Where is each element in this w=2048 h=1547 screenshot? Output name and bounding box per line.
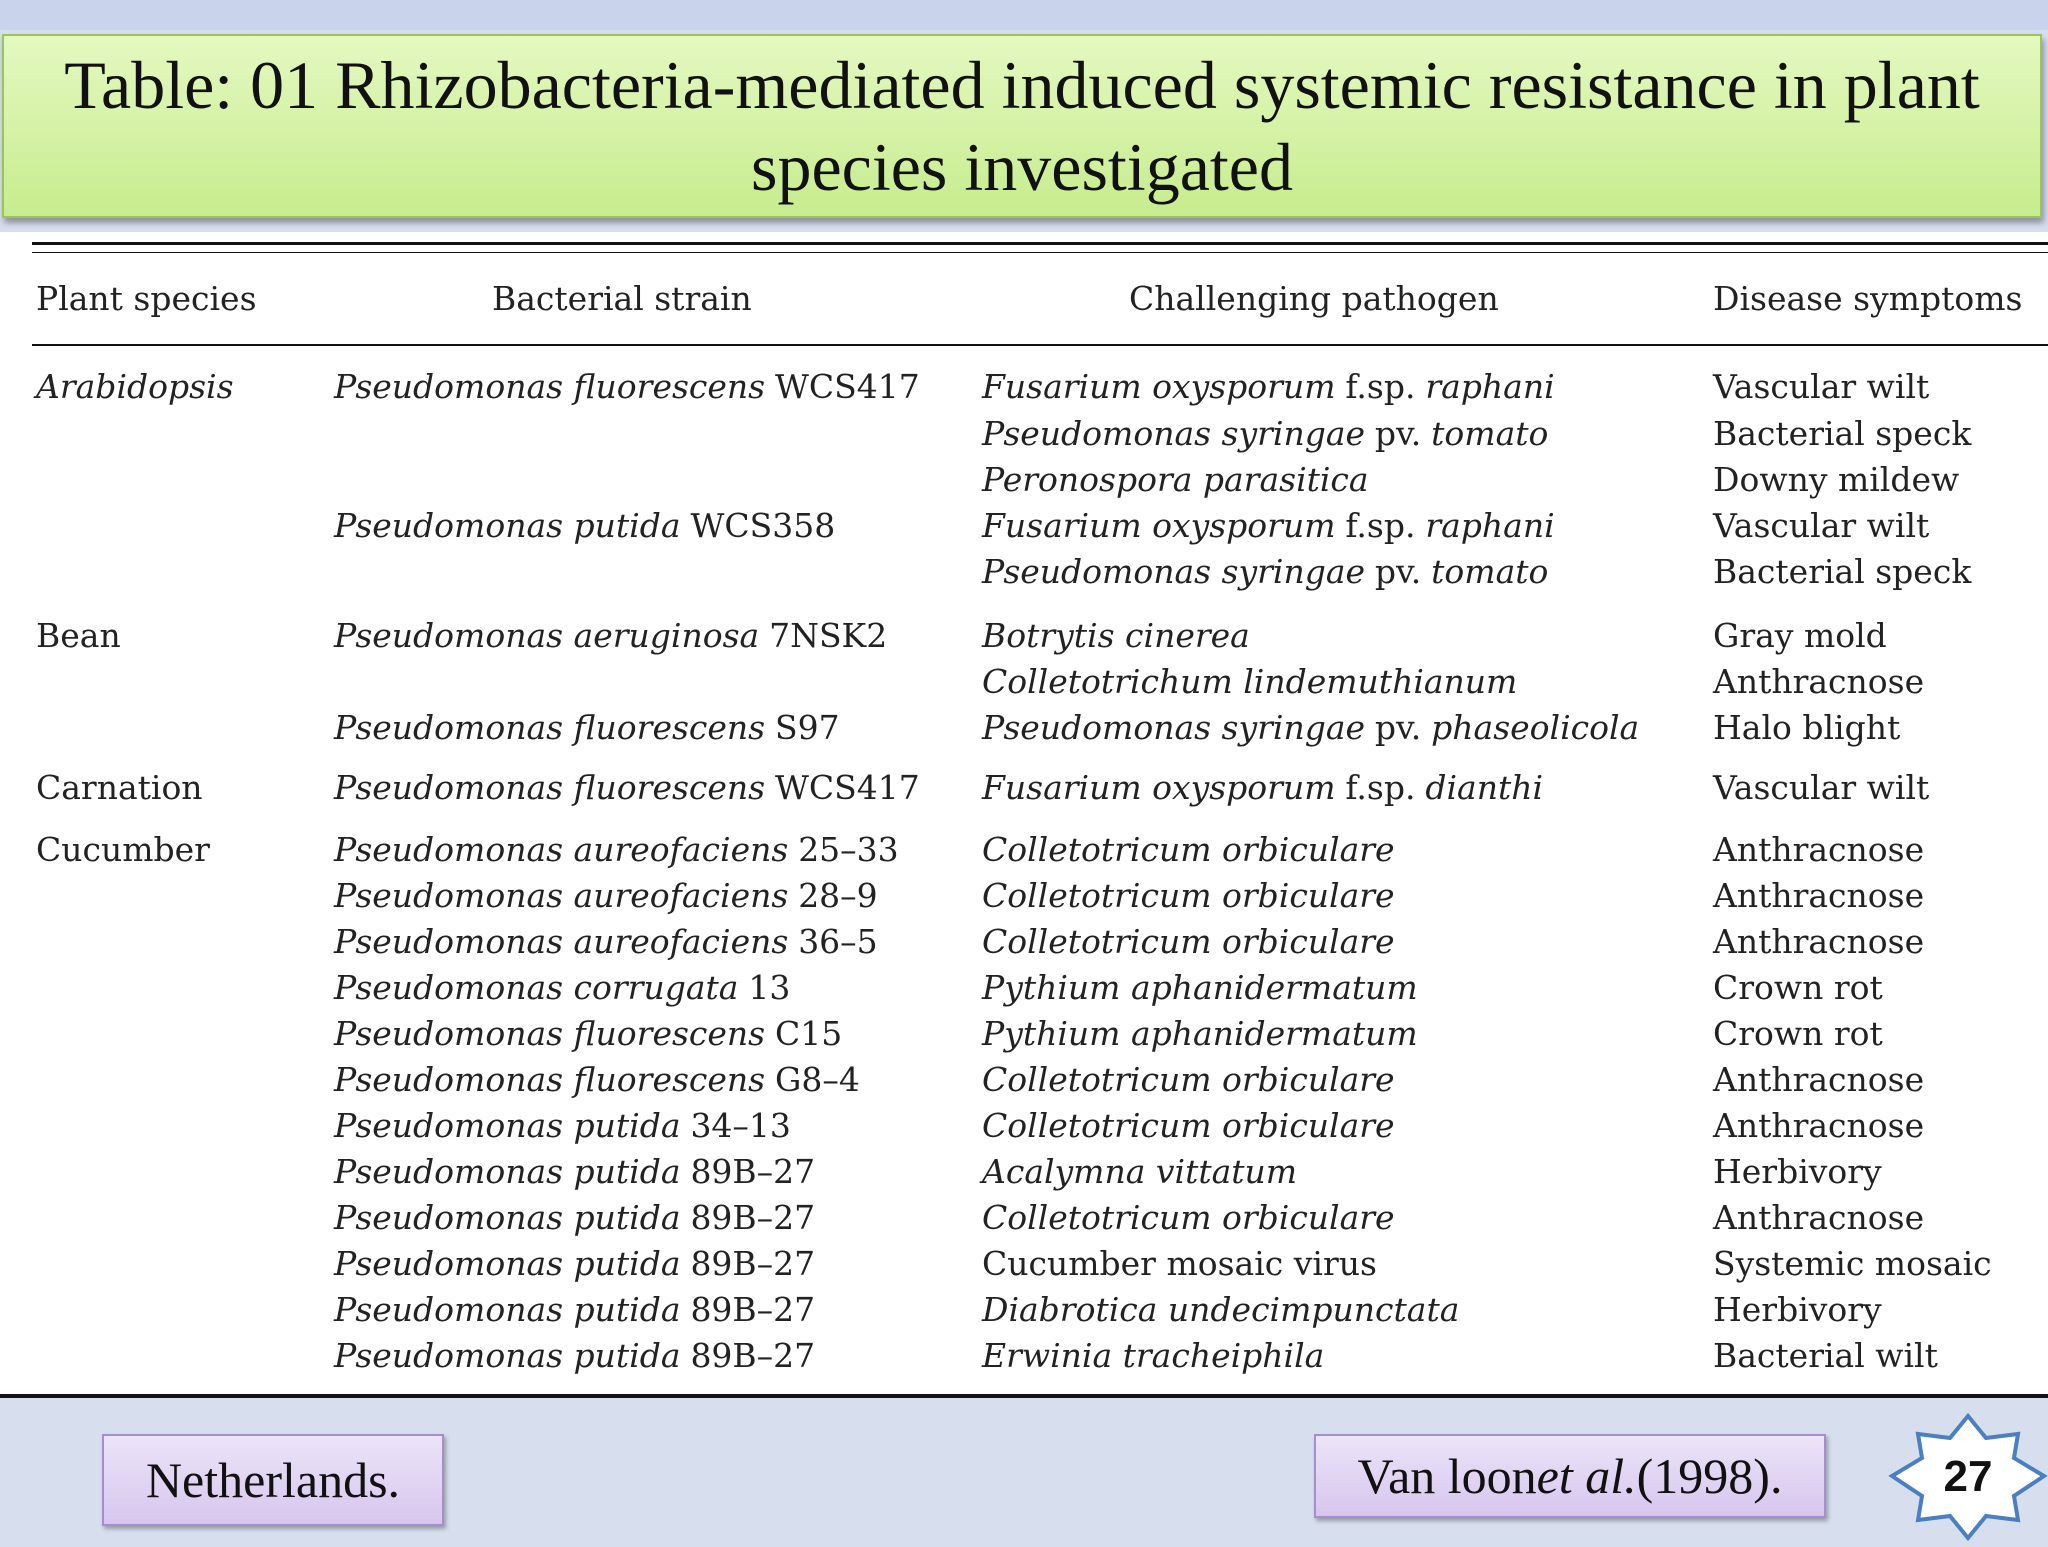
cell-disease-symptom	[1713, 1014, 1883, 1054]
cell-plant-species	[36, 830, 210, 870]
pathogen-species: Colletotricum orbiculare	[982, 1060, 1395, 1099]
cell-disease-symptom	[1713, 1152, 1882, 1192]
symptom-text: Anthracnose	[1713, 1106, 1925, 1145]
strain-code: 89B–27	[690, 1198, 816, 1237]
citation-author: Van loon	[1357, 1448, 1537, 1504]
strain-code: 36–5	[798, 922, 878, 961]
pathogen-species: Pseudomonas syringae	[982, 414, 1366, 453]
strain-code: 25–33	[798, 830, 899, 869]
cell-bacterial-strain	[334, 1060, 860, 1100]
top-band	[0, 0, 2048, 30]
cell-bacterial-strain	[334, 506, 835, 546]
cell-challenging-pathogen	[982, 552, 1548, 592]
cell-disease-symptom	[1713, 922, 1924, 962]
header-plant-species: Plant species	[36, 279, 257, 318]
symptom-text: Herbivory	[1713, 1152, 1882, 1191]
symptom-text: Gray mold	[1713, 616, 1887, 655]
strain-code: WCS358	[690, 506, 836, 545]
pathogen-species: Pythium aphanidermatum	[982, 968, 1418, 1007]
pathogen-species: Fusarium oxysporum	[982, 768, 1336, 807]
cell-challenging-pathogen	[982, 922, 1395, 962]
cell-bacterial-strain	[334, 708, 840, 748]
cell-bacterial-strain	[334, 1014, 842, 1054]
cell-challenging-pathogen	[982, 1106, 1395, 1146]
pathogen-species: Peronospora parasitica	[982, 460, 1369, 499]
cell-bacterial-strain	[334, 768, 920, 808]
cell-challenging-pathogen	[982, 616, 1250, 656]
strain-species: Pseudomonas putida	[334, 1152, 681, 1191]
cell-plant-species	[36, 367, 234, 407]
cell-challenging-pathogen	[982, 460, 1369, 500]
cell-challenging-pathogen	[982, 768, 1543, 808]
cell-disease-symptom	[1713, 662, 1924, 702]
cell-bacterial-strain	[334, 1244, 815, 1284]
symptom-text: Anthracnose	[1713, 876, 1925, 915]
cell-disease-symptom	[1713, 1060, 1924, 1100]
strain-species: Pseudomonas fluorescens	[334, 367, 766, 406]
strain-code: 89B–27	[690, 1290, 816, 1329]
cell-bacterial-strain	[334, 1106, 791, 1146]
cell-challenging-pathogen	[982, 1198, 1395, 1238]
cell-bacterial-strain	[334, 876, 878, 916]
pathogen-species: Pseudomonas syringae	[982, 552, 1366, 591]
symptom-text: Anthracnose	[1713, 1060, 1925, 1099]
pathogen-qualifier: pv.	[1374, 552, 1422, 591]
cell-bacterial-strain	[334, 367, 920, 407]
cell-disease-symptom	[1713, 367, 1929, 407]
pathogen-species: Fusarium oxysporum	[982, 506, 1336, 545]
strain-species: Pseudomonas putida	[334, 1198, 681, 1237]
cell-disease-symptom	[1713, 1198, 1924, 1238]
pathogen-variety: tomato	[1431, 552, 1549, 591]
cell-challenging-pathogen	[982, 830, 1395, 870]
pathogen-species: Colletotricum orbiculare	[982, 830, 1395, 869]
pathogen-qualifier: f.sp.	[1345, 506, 1416, 545]
strain-species: Pseudomonas aureofaciens	[334, 830, 789, 869]
cell-bacterial-strain	[334, 616, 887, 656]
symptom-text: Anthracnose	[1713, 830, 1925, 869]
pathogen-qualifier: Cucumber mosaic virus	[982, 1244, 1377, 1283]
cell-challenging-pathogen	[982, 1152, 1297, 1192]
table-header-rule	[32, 344, 2048, 346]
pathogen-species: Fusarium oxysporum	[982, 367, 1336, 406]
cell-challenging-pathogen	[982, 876, 1395, 916]
strain-code: WCS417	[775, 367, 920, 406]
table-top-rule	[32, 242, 2048, 245]
pathogen-species: Colletotricum orbiculare	[982, 876, 1395, 915]
cell-disease-symptom	[1713, 414, 1971, 454]
cell-plant-species	[36, 768, 203, 808]
cell-disease-symptom	[1713, 506, 1929, 546]
strain-code: G8–4	[775, 1060, 860, 1099]
data-table	[0, 232, 2048, 1398]
plant-name: Arabidopsis	[36, 367, 234, 406]
page-number: 27	[1943, 1452, 1993, 1501]
cell-disease-symptom	[1713, 968, 1883, 1008]
strain-code: 13	[748, 968, 791, 1007]
symptom-text: Crown rot	[1713, 1014, 1883, 1053]
strain-code: S97	[775, 708, 840, 747]
strain-species: Pseudomonas aeruginosa	[334, 616, 760, 655]
citation-year: (1998).	[1636, 1448, 1783, 1504]
cell-disease-symptom	[1713, 616, 1887, 656]
table-bottom-rule	[0, 1394, 2048, 1398]
pathogen-species: Acalymna vittatum	[982, 1152, 1298, 1191]
strain-species: Pseudomonas aureofaciens	[334, 876, 789, 915]
strain-species: Pseudomonas fluorescens	[334, 768, 766, 807]
symptom-text: Vascular wilt	[1713, 506, 1930, 545]
strain-species: Pseudomonas corrugata	[334, 968, 739, 1007]
citation-label	[1314, 1434, 1826, 1518]
cell-challenging-pathogen	[982, 1336, 1324, 1376]
cell-bacterial-strain	[334, 922, 878, 962]
plant-name: Bean	[36, 616, 121, 655]
pathogen-variety: dianthi	[1425, 768, 1544, 807]
cell-bacterial-strain	[334, 1152, 815, 1192]
symptom-text: Crown rot	[1713, 968, 1883, 1007]
pathogen-qualifier: pv.	[1374, 708, 1422, 747]
title-banner	[2, 34, 2042, 218]
pathogen-species: Colletotricum orbiculare	[982, 1198, 1395, 1237]
cell-bacterial-strain	[334, 1336, 815, 1376]
cell-disease-symptom	[1713, 552, 1971, 592]
strain-species: Pseudomonas fluorescens	[334, 708, 766, 747]
location-text: Netherlands.	[145, 1452, 401, 1508]
pathogen-species: Erwinia tracheiphila	[982, 1336, 1325, 1375]
symptom-text: Herbivory	[1713, 1290, 1882, 1329]
page-number-badge	[1888, 1412, 2048, 1542]
pathogen-variety: raphani	[1425, 506, 1555, 545]
pathogen-qualifier: f.sp.	[1345, 367, 1416, 406]
pathogen-variety: phaseolicola	[1431, 708, 1640, 747]
strain-code: 7NSK2	[769, 616, 888, 655]
pathogen-variety: tomato	[1431, 414, 1549, 453]
symptom-text: Anthracnose	[1713, 662, 1925, 701]
cell-disease-symptom	[1713, 768, 1929, 808]
cell-challenging-pathogen	[982, 662, 1517, 702]
plant-name: Cucumber	[36, 830, 210, 869]
header-disease-symptoms: Disease symptoms	[1713, 279, 2023, 318]
cell-bacterial-strain	[334, 1290, 815, 1330]
cell-disease-symptom	[1713, 1244, 1992, 1284]
cell-challenging-pathogen	[982, 414, 1548, 454]
strain-species: Pseudomonas putida	[334, 506, 681, 545]
strain-code: 89B–27	[690, 1336, 816, 1375]
strain-species: Pseudomonas fluorescens	[334, 1014, 766, 1053]
strain-species: Pseudomonas putida	[334, 1244, 681, 1283]
cell-disease-symptom	[1713, 1290, 1882, 1330]
cell-disease-symptom	[1713, 1336, 1938, 1376]
cell-challenging-pathogen	[982, 506, 1555, 546]
slide-title: Table: 01 Rhizobacteria-mediated induced systemic resistance in plant species investigated	[64, 47, 1980, 205]
pathogen-species: Diabrotica undecimpunctata	[982, 1290, 1460, 1329]
cell-bacterial-strain	[334, 1198, 815, 1238]
cell-challenging-pathogen	[982, 1060, 1395, 1100]
pathogen-species: Colletotrichum lindemuthianum	[982, 662, 1518, 701]
cell-bacterial-strain	[334, 830, 899, 870]
cell-disease-symptom	[1713, 1106, 1924, 1146]
strain-species: Pseudomonas aureofaciens	[334, 922, 789, 961]
pathogen-species: Colletotricum orbiculare	[982, 1106, 1395, 1145]
cell-challenging-pathogen	[982, 968, 1418, 1008]
strain-code: 89B–27	[690, 1152, 816, 1191]
cell-challenging-pathogen	[982, 367, 1555, 407]
symptom-text: Bacterial speck	[1713, 552, 1972, 591]
cell-challenging-pathogen	[982, 1290, 1459, 1330]
symptom-text: Vascular wilt	[1713, 367, 1930, 406]
strain-code: 34–13	[690, 1106, 791, 1145]
strain-code: 28–9	[798, 876, 878, 915]
cell-bacterial-strain	[334, 968, 790, 1008]
pathogen-qualifier: f.sp.	[1345, 768, 1416, 807]
cell-disease-symptom	[1713, 708, 1900, 748]
citation-etal: et al.	[1536, 1448, 1637, 1504]
cell-disease-symptom	[1713, 460, 1959, 500]
cell-challenging-pathogen	[982, 1014, 1418, 1054]
strain-species: Pseudomonas putida	[334, 1336, 681, 1375]
symptom-text: Halo blight	[1713, 708, 1901, 747]
cell-disease-symptom	[1713, 876, 1924, 916]
pathogen-species: Pseudomonas syringae	[982, 708, 1366, 747]
pathogen-species: Colletotricum orbiculare	[982, 922, 1395, 961]
symptom-text: Downy mildew	[1713, 460, 1960, 499]
symptom-text: Vascular wilt	[1713, 768, 1930, 807]
pathogen-species: Pythium aphanidermatum	[982, 1014, 1418, 1053]
pathogen-species: Botrytis cinerea	[982, 616, 1250, 655]
cell-challenging-pathogen	[982, 708, 1639, 748]
cell-challenging-pathogen	[982, 1244, 1377, 1284]
symptom-text: Anthracnose	[1713, 922, 1925, 961]
cell-disease-symptom	[1713, 830, 1924, 870]
symptom-text: Systemic mosaic	[1713, 1244, 1992, 1283]
symptom-text: Bacterial speck	[1713, 414, 1972, 453]
plant-name: Carnation	[36, 768, 203, 807]
symptom-text: Anthracnose	[1713, 1198, 1925, 1237]
strain-code: C15	[775, 1014, 843, 1053]
strain-species: Pseudomonas putida	[334, 1290, 681, 1329]
cell-plant-species	[36, 616, 121, 656]
table-top-rule-thin	[32, 252, 2048, 253]
location-label	[102, 1434, 444, 1526]
symptom-text: Bacterial wilt	[1713, 1336, 1938, 1375]
header-bacterial-strain: Bacterial strain	[492, 279, 752, 318]
strain-code: WCS417	[775, 768, 920, 807]
pathogen-variety: raphani	[1425, 367, 1555, 406]
strain-code: 89B–27	[690, 1244, 816, 1283]
header-challenging-pathogen: Challenging pathogen	[1129, 279, 1499, 318]
strain-species: Pseudomonas fluorescens	[334, 1060, 766, 1099]
strain-species: Pseudomonas putida	[334, 1106, 681, 1145]
pathogen-qualifier: pv.	[1374, 414, 1422, 453]
